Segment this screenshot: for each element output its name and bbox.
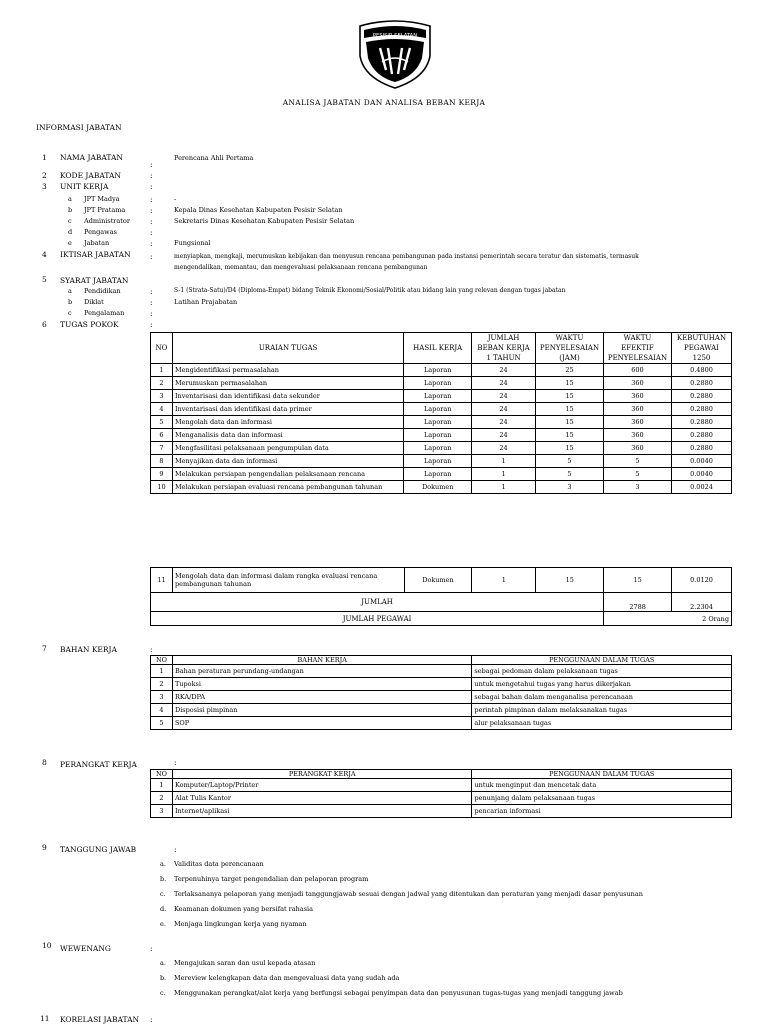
table-row: 6 Menganalisis data dan informasi Laporan 24 15 360 0.2880: [151, 429, 732, 442]
list-item: a. Validitas data perencanaan: [160, 860, 264, 868]
tugas-table-continued: [150, 567, 732, 626]
table-row: 1 Mengidentifikasi permasalahan Laporan 24 25 600 0.4800: [151, 364, 732, 377]
korelasi-label: KORELASI JABATAN: [60, 1015, 140, 1024]
perangkat-kerja-no: 8: [42, 758, 47, 767]
korelasi-no: 11: [40, 1014, 50, 1023]
table-row: 9 Melakukan persiapan pengendalian pelaksanaan rencana Laporan 1 5 5 0.0040: [151, 468, 732, 481]
table-row: 4 Inventarisasi dan identifikasi data primer Laporan 24 15 360 0.2880: [151, 403, 732, 416]
tugas-table: [150, 332, 732, 494]
table-row: 5 Mengolah data dan informasi Laporan 24 15 360 0.2880: [151, 416, 732, 429]
table-header: NO BAHAN KERJA PENGGUNAAN DALAM TUGAS: [151, 656, 732, 665]
tanggung-jawab-list: [160, 857, 643, 932]
list-item: b. Terpenuhinya target pengendalian dan pelaporan program: [160, 875, 369, 883]
wewenang-no: 10: [42, 941, 52, 950]
section-heading: INFORMASI JABATAN: [36, 123, 122, 132]
tugas-table-header: NO URAIAN TUGAS HASIL KERJA JUMLAH BEBAN KERJA 1 TAHUN WAKTU PENYELESAIAN (JAM) WAKTU EFEKTIF PENYELESAIAN KEBUTUHAN PEGAWAI 1250: [151, 333, 732, 364]
colon: :: [174, 758, 177, 767]
colon: :: [174, 845, 177, 854]
table-row: 7 Mengfasilitasi pelaksanaan pengumpulan data Laporan 24 15 360 0.2880: [151, 442, 732, 455]
pesisir-selatan-logo: [356, 18, 434, 90]
jumlah-row: JUMLAH 2788 2.2304: [151, 593, 732, 612]
jumlah-pegawai-row: JUMLAH PEGAWAI 2 Orang: [151, 612, 732, 626]
table-row: 1 Bahan peraturan perundang-undangan sebagai pedoman dalam pelaksanaan tugas: [151, 665, 732, 678]
bahan-kerja-label: BAHAN KERJA: [60, 645, 117, 654]
table-row: 3 Internet/aplikasi pencarian informasi: [151, 805, 732, 818]
table-row: 8 Menyajikan data dan informasi Laporan 1 5 5 0.0040: [151, 455, 732, 468]
list-item: e. Menjaga lingkungan kerja yang nyaman: [160, 920, 307, 928]
bahan-kerja-table: [150, 655, 732, 730]
logo-text: PESISIR SELATAN: [372, 33, 418, 39]
table-row: 10 Melakukan persiapan evaluasi rencana pembangunan tahunan Dokumen 1 3 3 0.0024: [151, 481, 732, 494]
document-title: ANALISA JABATAN DAN ANALISA BEBAN KERJA: [282, 98, 486, 107]
table-row: 4 Disposisi pimpinan perintah pimpinan dalam melaksanakan tugas: [151, 704, 732, 717]
list-item: c. Terlaksananya pelaporan yang menjadi tanggungjawab sesuai dengan jadwal yang ditentukan dan peraturan yang menjadi dasar penyusunan: [160, 890, 643, 898]
wewenang-label: WEWENANG: [60, 944, 111, 953]
colon: :: [150, 645, 153, 654]
table-row: 5 SOP alur pelaksanaan tugas: [151, 717, 732, 730]
table-row: 2 Tupoksi untuk mengetahui tugas yang harus dikerjakan: [151, 678, 732, 691]
colon: :: [150, 1015, 153, 1024]
list-item: c. Menggunakan perangkat/alat kerja yang berfungsi sebagai penyimpan data dan penyusunan tugas-tugas yang menjadi tanggung jawab: [160, 989, 623, 997]
table-row: 2 Alat Tulis Kantor penunjang dalam pelaksanaan tugas: [151, 792, 732, 805]
wewenang-list: [160, 956, 623, 1001]
table-row: 1 Komputer/Laptop/Printer untuk menginput dan mencetak data: [151, 779, 732, 792]
table-row: 2 Merumuskan permasalahan Laporan 24 15 360 0.2880: [151, 377, 732, 390]
perangkat-kerja-table: [150, 769, 732, 818]
list-item: a. Mengajukan saran dan usul kepada atasan: [160, 959, 316, 967]
perangkat-kerja-label: PERANGKAT KERJA: [60, 760, 137, 769]
tanggung-jawab-no: 9: [42, 843, 47, 852]
list-item: d. Keamanan dokumen yang bersifat rahasia: [160, 905, 314, 913]
tanggung-jawab-label: TANGGUNG JAWAB: [60, 845, 137, 854]
list-item: b. Mereview kelengkapan data dan mengevaluasi data yang sudah ada: [160, 974, 400, 982]
table-row: 11 Mengolah data dan informasi dalam rangka evaluasi rencana pembangunan tahunan Dokumen 1 15 15 0.0120: [151, 568, 732, 593]
bahan-kerja-no: 7: [42, 644, 47, 653]
table-row: 3 RKA/DPA sebagai bahan dalam menganalisa perencanaan: [151, 691, 732, 704]
table-header: NO PERANGKAT KERJA PENGGUNAAN DALAM TUGAS: [151, 770, 732, 779]
colon: :: [150, 944, 153, 953]
table-row: 3 Inventarisasi dan identifikasi data sekunder Laporan 24 15 360 0.2880: [151, 390, 732, 403]
